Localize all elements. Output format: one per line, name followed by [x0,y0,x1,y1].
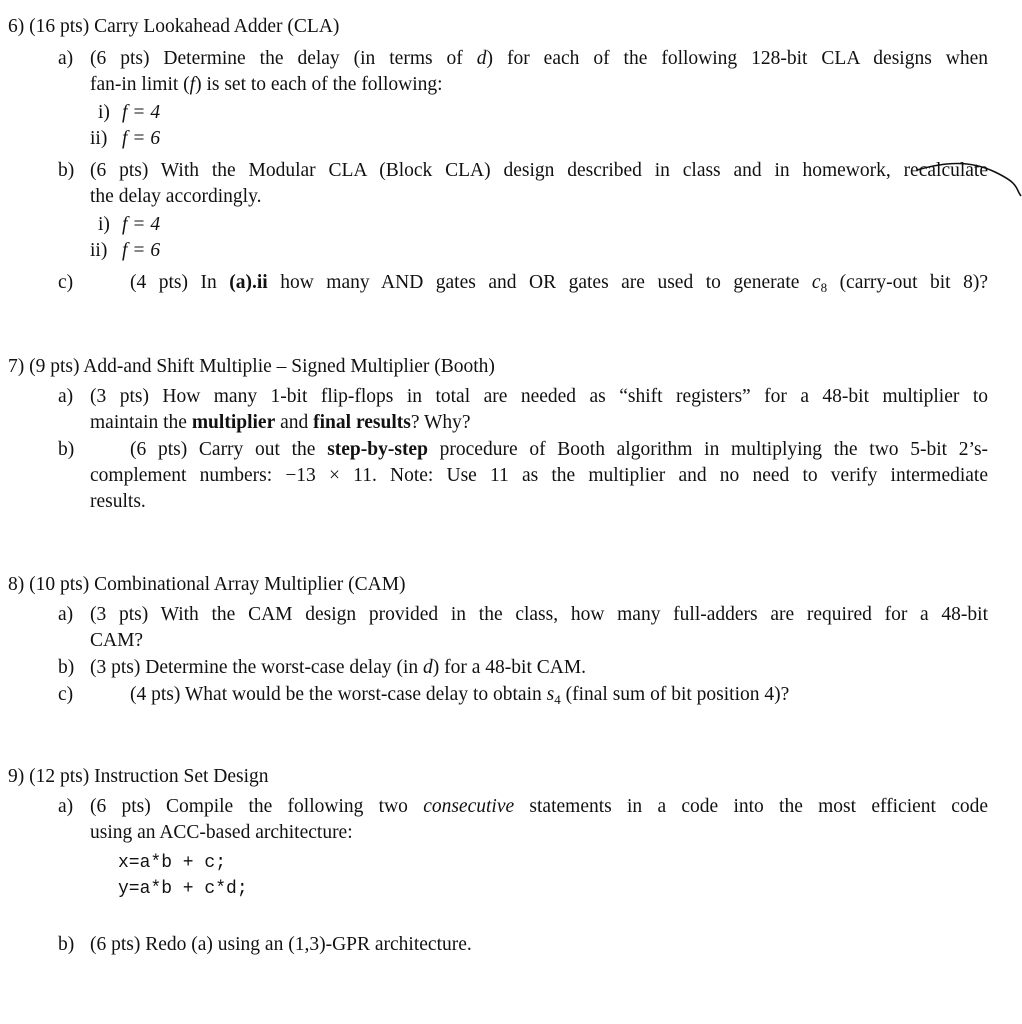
q7-heading: 7) (9 pts) Add-and Shift Multiplie – Signed Multiplier (Booth) [8,356,495,377]
q9a-label: a) [58,796,74,817]
q7b-line2: complement numbers: −13 × 11. Note: Use 11 as the multiplier and no need to verify intermediate [90,465,988,486]
q9a-line2: using an ACC-based architecture: [90,822,353,843]
q6a-ii-label: ii) [90,128,108,149]
q6b-line2: the delay accordingly. [90,186,262,207]
q8-heading: 8) (10 pts) Combinational Array Multiplier (CAM) [8,574,406,595]
q6a-line1: (6 pts) Determine the delay (in terms of d) for each of the following 128-bit CLA designs when [90,48,988,69]
q6b-i-label: i) [98,214,110,235]
code-line-1: x=a*b + c; [118,853,227,873]
q7b-line1: (6 pts) Carry out the step-by-step procedure of Booth algorithm in multiplying the two 5-bit 2’s- [130,439,989,460]
q8b-line: (3 pts) Determine the worst-case delay (in d) for a 48-bit CAM. [90,657,587,678]
q8b-label: b) [58,657,75,678]
q6a-ii-equation: f = 6 [122,128,161,149]
q9b-line: (6 pts) Redo (a) using an (1,3)-GPR architecture. [90,934,472,955]
q8a-label: a) [58,604,74,625]
q6b-ii-equation: f = 6 [122,240,161,261]
q7a-line2: maintain the multiplier and final results? Why? [90,412,471,433]
q7a-line1: (3 pts) How many 1-bit flip-flops in total are needed as “shift registers” for a 48-bit multiplier to [90,386,988,407]
q7b-line3: results. [90,491,146,512]
q6c-line: (4 pts) In (a).ii how many AND gates and OR gates are used to generate $c_8$ (carry-out bit 8)? [130,272,988,295]
q6b-i-equation: f = 4 [122,214,161,235]
q8c-label: c) [58,684,74,705]
q9b-label: b) [58,934,75,955]
q7a-label: a) [58,386,74,407]
q6a-i-label: i) [98,102,110,123]
q6a-line2: fan-in limit (f) is set to each of the following: [90,74,443,95]
q6b-ii-label: ii) [90,240,108,261]
q6a-i-equation: f = 4 [122,102,161,123]
q6b-line1: (6 pts) With the Modular CLA (Block CLA) design described in class and in homework, recalculate [90,160,988,181]
code-line-2: y=a*b + c*d; [118,879,248,899]
q9-heading: 9) (12 pts) Instruction Set Design [8,766,269,787]
q7b-label: b) [58,439,75,460]
q9a-line1: (6 pts) Compile the following two consecutive statements in a code into the most efficient code [90,796,989,817]
q6c-label: c) [58,272,74,293]
q6a-label: a) [58,48,74,69]
q8c-line: (4 pts) What would be the worst-case delay to obtain $s_4$ (final sum of bit position 4)? [130,684,790,707]
q6-heading: 6) (16 pts) Carry Lookahead Adder (CLA) [8,16,340,37]
q8a-line1: (3 pts) With the CAM design provided in the class, how many full-adders are required for a 48-bit [90,604,988,625]
pen-scribble-mark [915,160,1022,200]
q8a-line2: CAM? [90,630,144,651]
q6b-label: b) [58,160,75,181]
